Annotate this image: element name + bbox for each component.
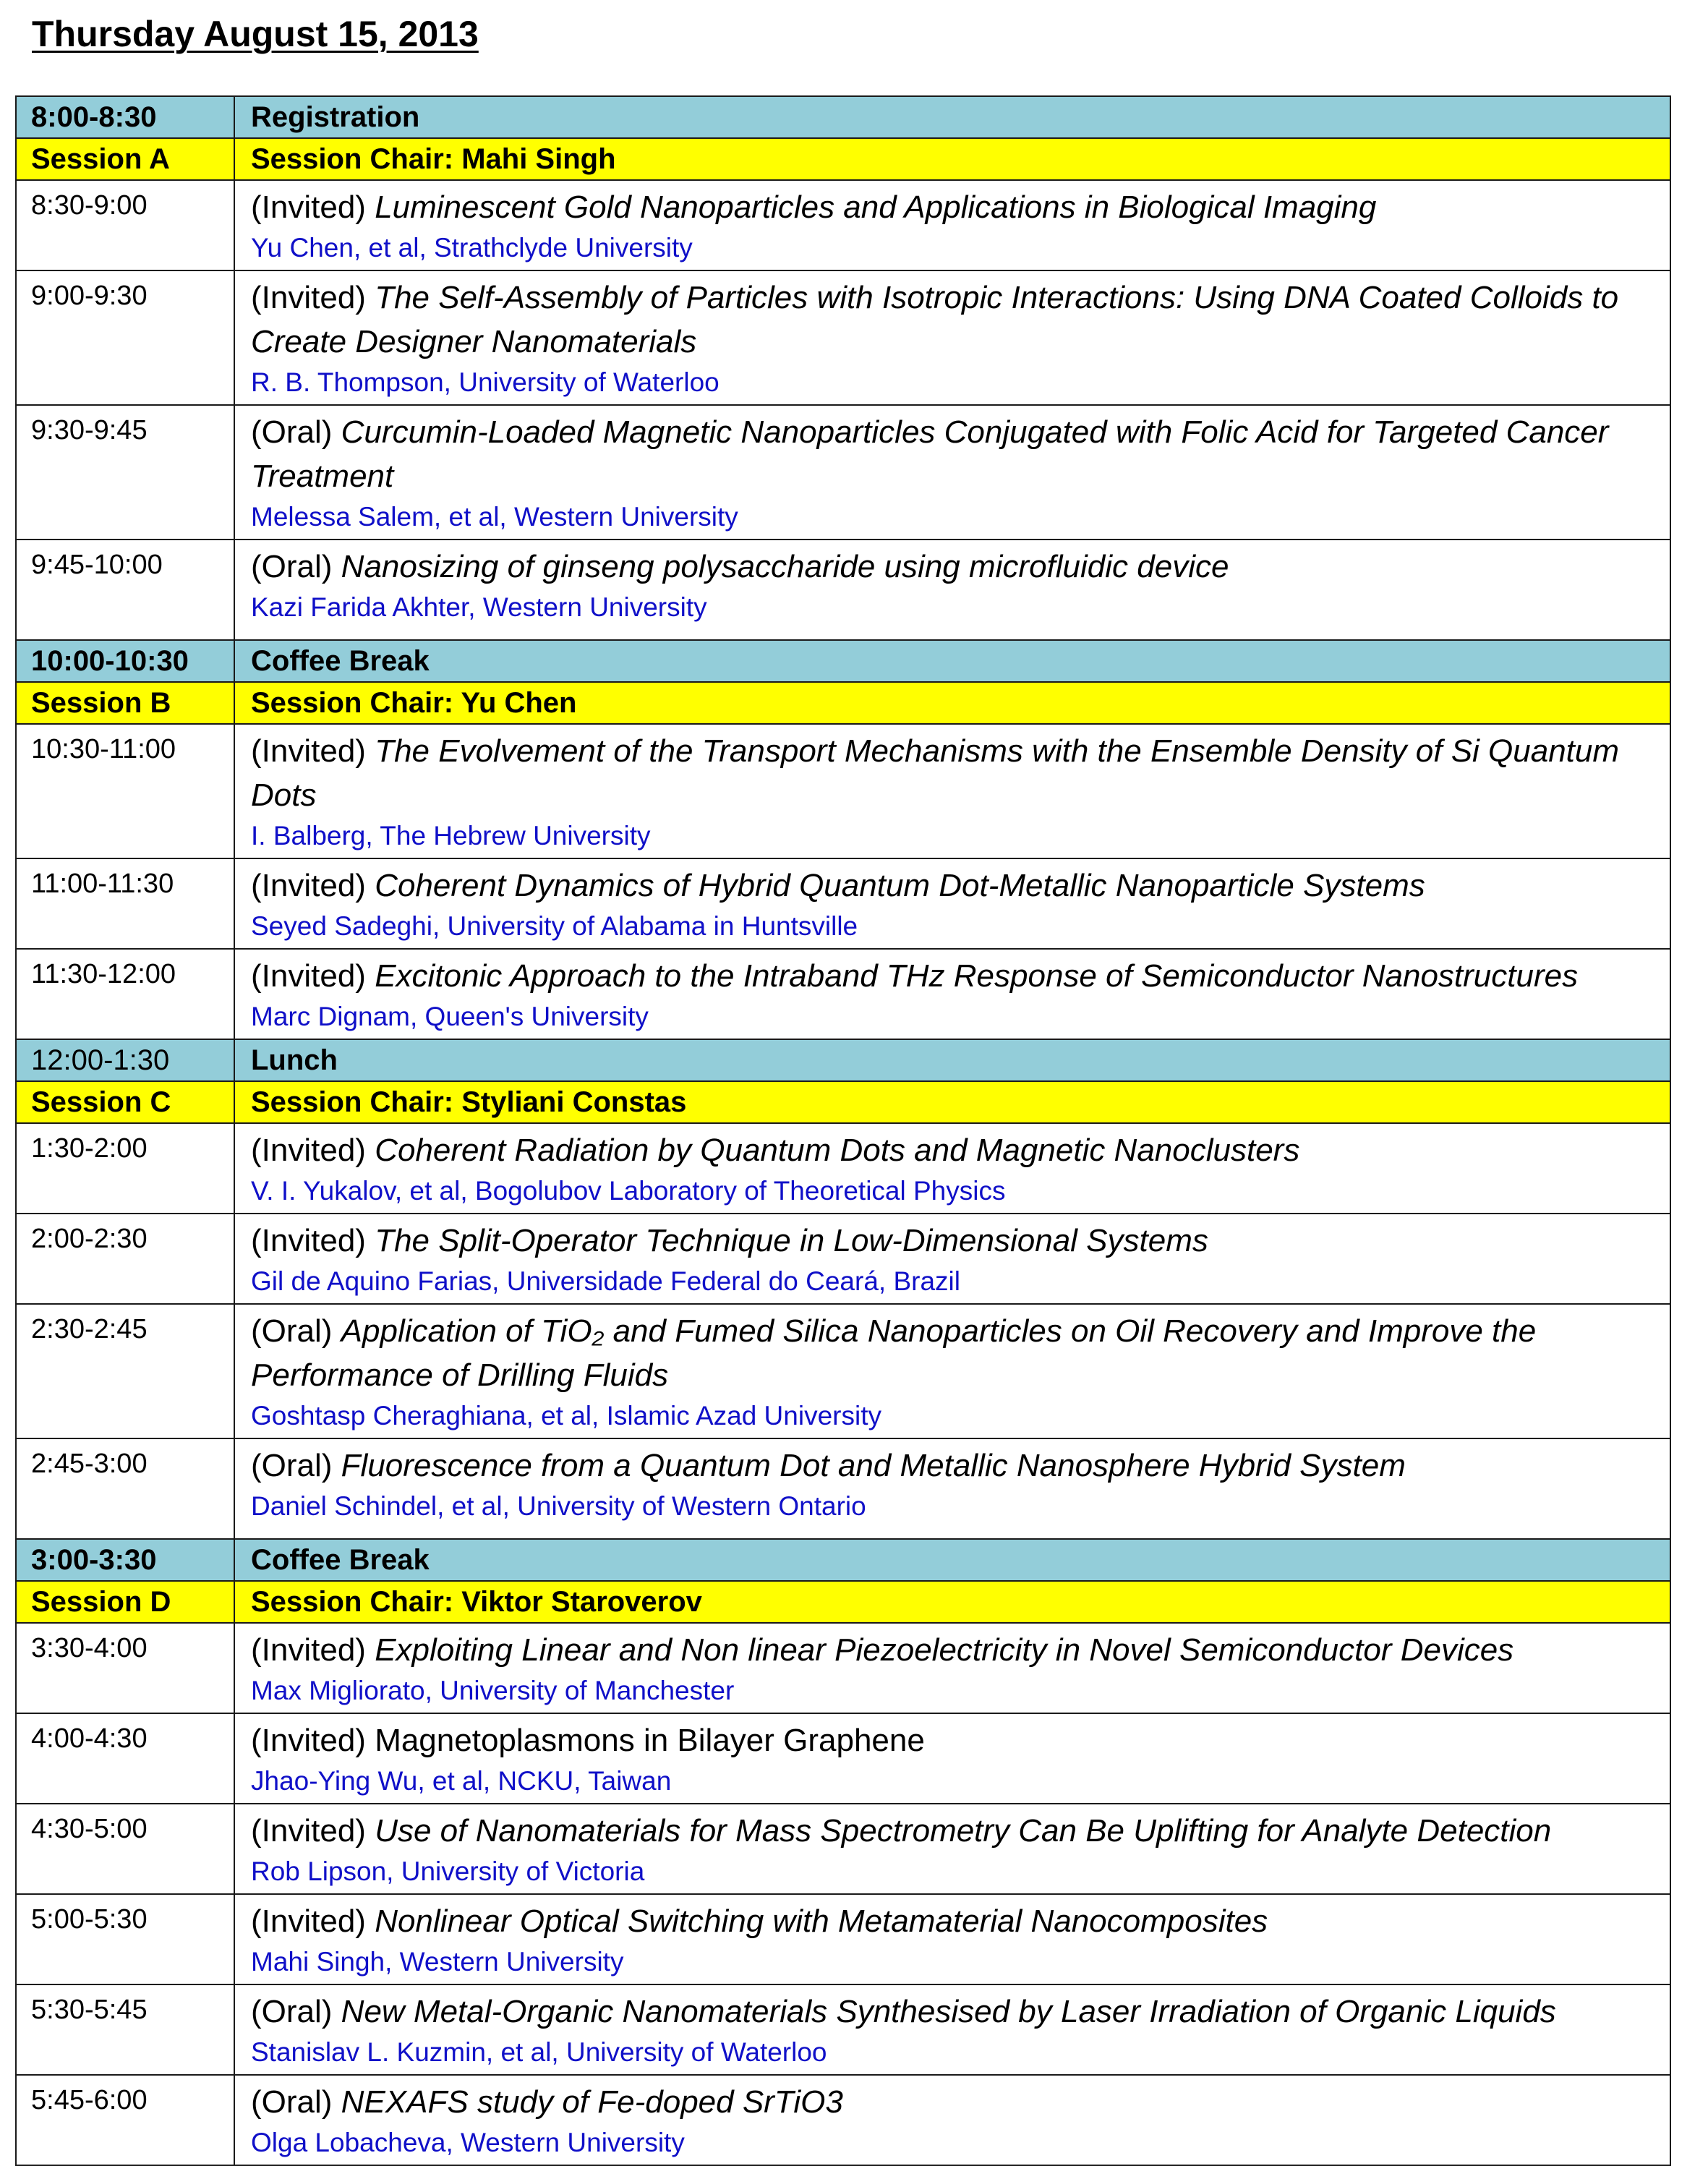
talk-title: Curcumin-Loaded Magnetic Nanoparticles Conjugated with Folic Acid for Targeted Cancer Treatment bbox=[251, 414, 1609, 494]
time-cell bbox=[16, 405, 234, 540]
schedule-body bbox=[16, 96, 1670, 2165]
talk-heading bbox=[251, 276, 1655, 364]
time-slot: 4:30-5:00 bbox=[31, 1814, 148, 1844]
talk-type: (Invited) bbox=[251, 189, 366, 225]
time-cell bbox=[16, 1214, 234, 1304]
talk-authors: I. Balberg, The Hebrew University bbox=[251, 821, 651, 850]
content-cell bbox=[234, 180, 1670, 270]
talk-type: (Oral) bbox=[251, 414, 333, 450]
talk-row bbox=[16, 1123, 1670, 1214]
talk-authors: Max Migliorato, University of Manchester bbox=[251, 1676, 735, 1705]
talk-row bbox=[16, 1623, 1670, 1713]
talk-title: Magnetoplasmons in Bilayer Graphene bbox=[375, 1723, 925, 1758]
talk-row bbox=[16, 1984, 1670, 2075]
time-cell bbox=[16, 1039, 234, 1081]
talk-authors: V. I. Yukalov, et al, Bogolubov Laboratory of Theoretical Physics bbox=[251, 1176, 1006, 1206]
content-cell bbox=[234, 1623, 1670, 1713]
break-row bbox=[16, 1539, 1670, 1581]
time-slot: 5:00-5:30 bbox=[31, 1904, 148, 1935]
talk-title: Coherent Dynamics of Hybrid Quantum Dot-Metallic Nanoparticle Systems bbox=[375, 868, 1425, 903]
time-slot: Session D bbox=[31, 1586, 171, 1618]
time-slot: 8:30-9:00 bbox=[31, 190, 148, 221]
time-slot: 3:00-3:30 bbox=[31, 1544, 157, 1576]
talk-authors: R. B. Thompson, University of Waterloo bbox=[251, 367, 720, 397]
time-slot: 5:45-6:00 bbox=[31, 2085, 148, 2115]
talk-type: (Invited) bbox=[251, 1723, 366, 1758]
time-cell bbox=[16, 1438, 234, 1539]
talk-authors: Melessa Salem, et al, Western University bbox=[251, 502, 738, 532]
talk-heading bbox=[251, 954, 1655, 998]
talk-heading bbox=[251, 1809, 1655, 1853]
talk-heading bbox=[251, 1128, 1655, 1172]
talk-authors: Olga Lobacheva, Western University bbox=[251, 2128, 685, 2157]
session-row bbox=[16, 1081, 1670, 1123]
break-row bbox=[16, 96, 1670, 138]
talk-heading bbox=[251, 410, 1655, 498]
time-cell bbox=[16, 682, 234, 724]
talk-type: (Invited) bbox=[251, 1813, 366, 1849]
time-slot: 2:00-2:30 bbox=[31, 1224, 148, 1254]
session-chair: Session Chair: Viktor Staroverov bbox=[251, 1586, 702, 1618]
talk-type: (Oral) bbox=[251, 1994, 333, 2029]
content-cell bbox=[234, 1304, 1670, 1438]
talk-title: Luminescent Gold Nanoparticles and Applications in Biological Imaging bbox=[375, 189, 1377, 225]
talk-authors: Kazi Farida Akhter, Western University bbox=[251, 592, 707, 622]
content-cell bbox=[234, 1581, 1670, 1623]
talk-authors: Goshtasp Cheraghiana, et al, Islamic Azad University bbox=[251, 1401, 881, 1431]
session-row bbox=[16, 682, 1670, 724]
talk-title: New Metal-Organic Nanomaterials Synthesised by Laser Irradiation of Organic Liquids bbox=[341, 1994, 1556, 2029]
time-cell bbox=[16, 1984, 234, 2075]
time-slot: 10:00-10:30 bbox=[31, 645, 189, 677]
talk-row bbox=[16, 2075, 1670, 2165]
content-cell bbox=[234, 1984, 1670, 2075]
talk-authors: Rob Lipson, University of Victoria bbox=[251, 1856, 645, 1886]
talk-authors: Daniel Schindel, et al, University of Western Ontario bbox=[251, 1491, 866, 1521]
time-cell bbox=[16, 1581, 234, 1623]
talk-row bbox=[16, 1304, 1670, 1438]
content-cell bbox=[234, 640, 1670, 682]
talk-heading bbox=[251, 1990, 1655, 2034]
content-cell bbox=[234, 1123, 1670, 1214]
time-slot: 5:30-5:45 bbox=[31, 1995, 148, 2025]
talk-type: (Invited) bbox=[251, 280, 366, 315]
talk-row bbox=[16, 1713, 1670, 1804]
content-cell bbox=[234, 138, 1670, 180]
talk-heading bbox=[251, 185, 1655, 229]
talk-title: Application of TiO₂ and Fumed Silica Nanoparticles on Oil Recovery and Improve the Performance of Drilling Fluids bbox=[251, 1313, 1537, 1393]
time-slot: Session A bbox=[31, 143, 170, 175]
talk-title: The Evolvement of the Transport Mechanisms with the Ensemble Density of Si Quantum Dots bbox=[251, 733, 1620, 813]
talk-title: Excitonic Approach to the Intraband THz Response of Semiconductor Nanostructures bbox=[375, 958, 1579, 994]
talk-authors: Marc Dignam, Queen's University bbox=[251, 1002, 649, 1031]
time-cell bbox=[16, 1804, 234, 1894]
time-slot: 2:30-2:45 bbox=[31, 1314, 148, 1344]
session-row bbox=[16, 138, 1670, 180]
time-slot: 11:30-12:00 bbox=[31, 959, 176, 989]
time-slot: 9:45-10:00 bbox=[31, 550, 163, 580]
talk-heading bbox=[251, 1219, 1655, 1263]
time-cell bbox=[16, 1713, 234, 1804]
talk-heading bbox=[251, 1444, 1655, 1488]
talk-row bbox=[16, 1894, 1670, 1984]
content-cell bbox=[234, 949, 1670, 1039]
talk-title: Coherent Radiation by Quantum Dots and Magnetic Nanoclusters bbox=[375, 1133, 1300, 1168]
time-slot: 4:00-4:30 bbox=[31, 1723, 148, 1754]
time-cell bbox=[16, 1304, 234, 1438]
talk-heading bbox=[251, 1899, 1655, 1943]
talk-title: Exploiting Linear and Non linear Piezoelectricity in Novel Semiconductor Devices bbox=[375, 1632, 1514, 1668]
talk-authors: Jhao-Ying Wu, et al, NCKU, Taiwan bbox=[251, 1766, 672, 1796]
break-label: Lunch bbox=[251, 1044, 338, 1076]
talk-authors: Stanislav L. Kuzmin, et al, University of Waterloo bbox=[251, 2037, 827, 2067]
time-slot: 2:45-3:00 bbox=[31, 1449, 148, 1479]
talk-type: (Invited) bbox=[251, 958, 366, 994]
time-cell bbox=[16, 949, 234, 1039]
time-slot: 9:00-9:30 bbox=[31, 281, 148, 311]
break-row bbox=[16, 640, 1670, 682]
talk-row bbox=[16, 1214, 1670, 1304]
time-slot: 12:00-1:30 bbox=[31, 1044, 170, 1076]
talk-authors: Gil de Aquino Farias, Universidade Federal do Ceará, Brazil bbox=[251, 1266, 960, 1296]
talk-row bbox=[16, 1804, 1670, 1894]
time-cell bbox=[16, 1623, 234, 1713]
time-slot: 10:30-11:00 bbox=[31, 734, 176, 764]
talk-type: (Invited) bbox=[251, 1632, 366, 1668]
talk-row bbox=[16, 949, 1670, 1039]
time-cell bbox=[16, 858, 234, 949]
talk-type: (Invited) bbox=[251, 1223, 366, 1258]
time-slot: Session B bbox=[31, 687, 171, 719]
talk-type: (Oral) bbox=[251, 1313, 333, 1349]
time-cell bbox=[16, 96, 234, 138]
content-cell bbox=[234, 1894, 1670, 1984]
talk-row bbox=[16, 180, 1670, 270]
time-slot: Session C bbox=[31, 1086, 171, 1118]
talk-row bbox=[16, 270, 1670, 405]
content-cell bbox=[234, 1438, 1670, 1539]
talk-heading bbox=[251, 2080, 1655, 2124]
time-slot: 9:30-9:45 bbox=[31, 415, 148, 445]
session-chair: Session Chair: Styliani Constas bbox=[251, 1086, 687, 1118]
time-cell bbox=[16, 1894, 234, 1984]
time-cell bbox=[16, 1539, 234, 1581]
content-cell bbox=[234, 1039, 1670, 1081]
talk-type: (Oral) bbox=[251, 549, 333, 584]
talk-heading bbox=[251, 545, 1655, 589]
content-cell bbox=[234, 540, 1670, 640]
content-cell bbox=[234, 682, 1670, 724]
talk-row bbox=[16, 1438, 1670, 1539]
time-cell bbox=[16, 138, 234, 180]
talk-title: The Self-Assembly of Particles with Isotropic Interactions: Using DNA Coated Colloids to Create Designer Nanomaterials bbox=[251, 280, 1619, 359]
content-cell bbox=[234, 1214, 1670, 1304]
talk-type: (Invited) bbox=[251, 1133, 366, 1168]
talk-heading bbox=[251, 1718, 1655, 1762]
talk-heading bbox=[251, 1628, 1655, 1672]
talk-title: Use of Nanomaterials for Mass Spectrometry Can Be Uplifting for Analyte Detection bbox=[375, 1813, 1552, 1849]
content-cell bbox=[234, 2075, 1670, 2165]
time-slot: 11:00-11:30 bbox=[31, 869, 174, 899]
talk-type: (Invited) bbox=[251, 1903, 366, 1939]
session-chair: Session Chair: Mahi Singh bbox=[251, 143, 616, 175]
break-label: Registration bbox=[251, 101, 420, 133]
break-label: Coffee Break bbox=[251, 1544, 430, 1576]
time-cell bbox=[16, 640, 234, 682]
time-cell bbox=[16, 2075, 234, 2165]
content-cell bbox=[234, 405, 1670, 540]
talk-title: The Split-Operator Technique in Low-Dimensional Systems bbox=[375, 1223, 1208, 1258]
talk-title: NEXAFS study of Fe-doped SrTiO3 bbox=[341, 2084, 843, 2120]
talk-title: Fluorescence from a Quantum Dot and Metallic Nanosphere Hybrid System bbox=[341, 1448, 1406, 1483]
talk-heading bbox=[251, 729, 1655, 817]
content-cell bbox=[234, 724, 1670, 858]
page-title: Thursday August 15, 2013 bbox=[32, 14, 479, 54]
content-cell bbox=[234, 1081, 1670, 1123]
talk-type: (Oral) bbox=[251, 2084, 333, 2120]
content-cell bbox=[234, 1713, 1670, 1804]
content-cell bbox=[234, 858, 1670, 949]
lunch-row bbox=[16, 1039, 1670, 1081]
time-cell bbox=[16, 724, 234, 858]
time-cell bbox=[16, 270, 234, 405]
schedule-table bbox=[15, 95, 1671, 2166]
break-label: Coffee Break bbox=[251, 645, 430, 677]
session-chair: Session Chair: Yu Chen bbox=[251, 687, 577, 719]
talk-authors: Mahi Singh, Western University bbox=[251, 1947, 624, 1977]
talk-heading bbox=[251, 864, 1655, 908]
content-cell bbox=[234, 270, 1670, 405]
time-slot: 1:30-2:00 bbox=[31, 1133, 148, 1164]
talk-type: (Oral) bbox=[251, 1448, 333, 1483]
talk-title: Nanosizing of ginseng polysaccharide using microfluidic device bbox=[341, 549, 1229, 584]
time-cell bbox=[16, 1081, 234, 1123]
content-cell bbox=[234, 1804, 1670, 1894]
time-slot: 3:30-4:00 bbox=[31, 1633, 148, 1663]
time-cell bbox=[16, 1123, 234, 1214]
talk-row bbox=[16, 724, 1670, 858]
talk-type: (Invited) bbox=[251, 733, 366, 769]
talk-row bbox=[16, 405, 1670, 540]
talk-type: (Invited) bbox=[251, 868, 366, 903]
session-row bbox=[16, 1581, 1670, 1623]
time-cell bbox=[16, 540, 234, 640]
talk-row bbox=[16, 858, 1670, 949]
talk-authors: Yu Chen, et al, Strathclyde University bbox=[251, 233, 693, 263]
talk-heading bbox=[251, 1309, 1655, 1397]
time-slot: 8:00-8:30 bbox=[31, 101, 157, 133]
talk-title: Nonlinear Optical Switching with Metamaterial Nanocomposites bbox=[375, 1903, 1268, 1939]
content-cell bbox=[234, 96, 1670, 138]
time-cell bbox=[16, 180, 234, 270]
talk-authors: Seyed Sadeghi, University of Alabama in Huntsville bbox=[251, 911, 858, 941]
content-cell bbox=[234, 1539, 1670, 1581]
talk-row bbox=[16, 540, 1670, 640]
